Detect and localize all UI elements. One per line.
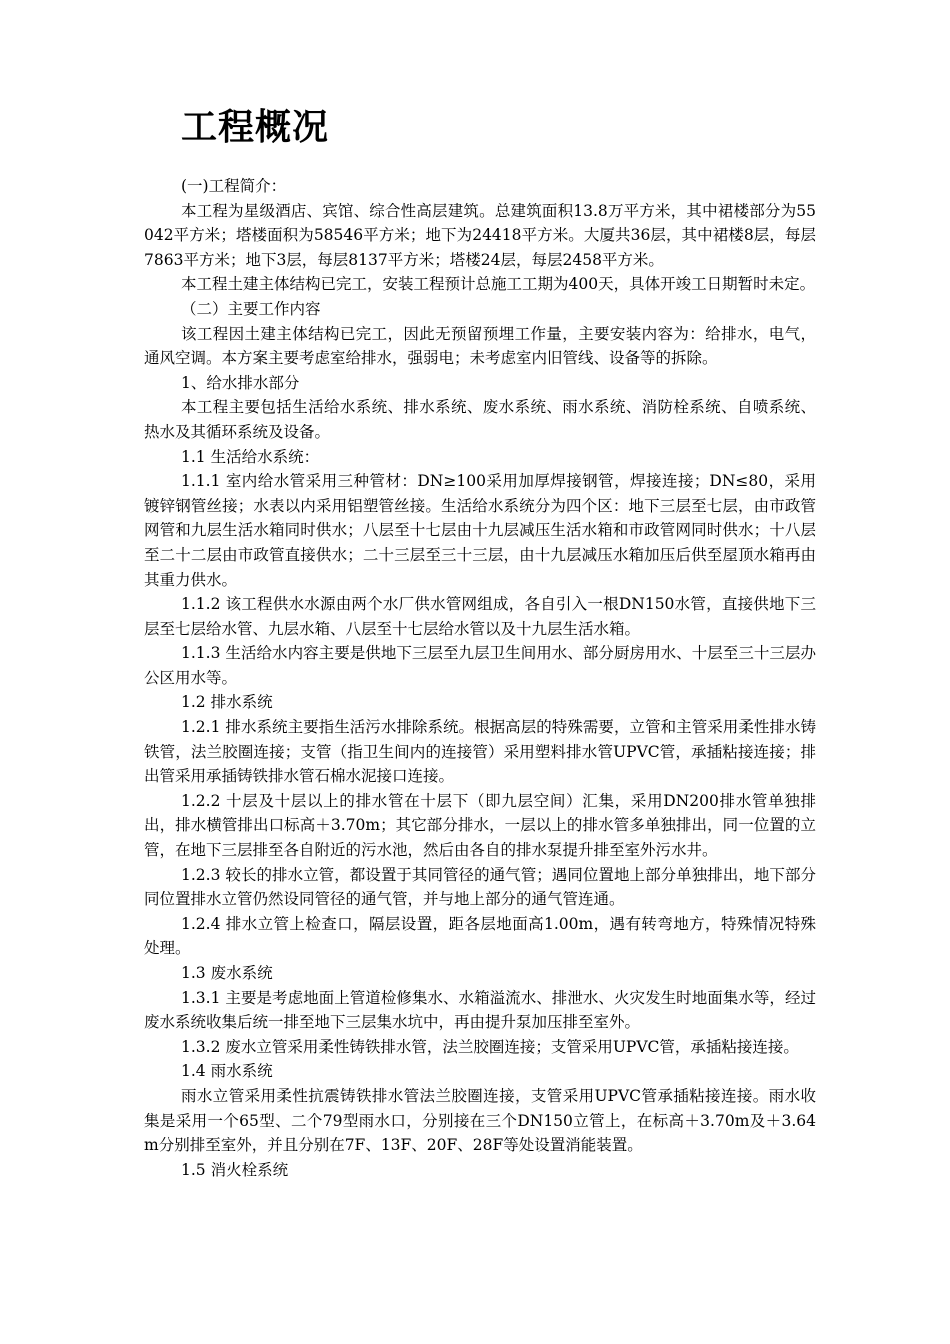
paragraph-building-area: 本工程为星级酒店、宾馆、综合性高层建筑。总建筑面积13.8万平方米，其中裙楼部分为55042平方米；塔楼面积为58546平方米；地下为24418平方米。大厦共36层，其中裙楼8层，每层7863平方米；地下3层，每层8137平方米；塔楼24层，每层2458平方米。 (144, 201, 816, 269)
subsection-heading-plumbing: 1、给水排水部分 (181, 373, 300, 392)
section-heading-intro: (一)工程简介： (181, 177, 287, 195)
paragraph-rainwater: 雨水立管采用柔性抗震铸铁排水管法兰胶圈连接，支管采用UPVC管承插粘接连接。雨水收集是采用一个65型、二个79型雨水口，分别接在三个DN150立管上，在标高＋3.70m及＋3.64m分别排至室外，并且分别在7F、13F、20F、28F等处设置消能装置。 (144, 1086, 816, 1155)
paragraph-schedule: 本工程土建主体结构已完工，安装工程预计总施工工期为400天，具体开竣工日期暂时未定。 (181, 275, 816, 294)
paragraph-1-1-2: 1.1.2 该工程供水水源由两个水厂供水管网组成，各自引入一根DN150水管，直接供地下三层至七层给水管、九层水箱、八层至十七层给水管以及十九层生活水箱。 (144, 595, 816, 638)
paragraph-1-3-2: 1.3.2 废水立管采用柔性铸铁排水管，法兰胶圈连接；支管采用UPVC管，承插粘接连接。 (181, 1037, 799, 1056)
paragraph-1-2-1: 1.2.1 排水系统主要指生活污水排除系统。根据高层的特殊需要，立管和主管采用柔性排水铸铁管，法兰胶圈连接；支管（指卫生间内的连接管）采用塑料排水管UPVC管，承插粘接连接；排出管采用承插铸铁排水管石棉水泥接口连接。 (144, 718, 816, 786)
paragraph-plumbing-systems: 本工程主要包括生活给水系统、排水系统、废水系统、雨水系统、消防栓系统、自喷系统、热水及其循环系统及设备。 (144, 398, 816, 441)
paragraph-1-3-1: 1.3.1 主要是考虑地面上管道检修集水、水箱溢流水、排泄水、火灾发生时地面集水等，经过废水系统收集后统一排至地下三层集水坑中，再由提升泵加压排至室外。 (144, 988, 816, 1032)
subsection-heading-1-3: 1.3 废水系统 (181, 964, 273, 982)
section-heading-main-work: （二）主要工作内容 (181, 299, 321, 318)
paragraph-1-1-3: 1.1.3 生活给水内容主要是供地下三层至九层卫生间用水、部分厨房用水、十层至三十三层办公区用水等。 (144, 644, 816, 687)
subsection-heading-1-4: 1.4 雨水系统 (181, 1062, 273, 1081)
subsection-heading-1-1: 1.1 生活给水系统： (181, 447, 320, 466)
paragraph-1-1-1: 1.1.1 室内给水管采用三种管材：DN≥100采用加厚焊接钢管，焊接连接；DN≤80，采用镀锌钢管丝接；水表以内采用铝塑管丝接。生活给水系统分为四个区：地下三层至七层，由市政管网管和九层生活水箱同时供水；八层至十七层由十九层减压生活水箱和市政管网同时供水；十八层至二十二层由市政管直接供水；二十三层至三十三层，由十九层减压水箱加压后供至屋顶水箱再由其重力供水。 (144, 472, 816, 589)
subsection-heading-1-2: 1.2 排水系统 (181, 693, 273, 712)
paragraph-work-scope: 该工程因土建主体结构已完工，因此无预留预埋工作量，主要安装内容为：给排水，电气，通风空调。本方案主要考虑室给排水，强弱电；未考虑室内旧管线、设备等的拆除。 (144, 324, 816, 368)
paragraph-1-2-2: 1.2.2 十层及十层以上的排水管在十层下（即九层空间）汇集，采用DN200排水管单独排出，排水横管排出口标高＋3.70m；其它部分排水，一层以上的排水管多单独排出，同一位置的立管，在地下三层排至各自附近的污水池，然后由各自的排水泵提升排至室外污水井。 (144, 791, 816, 860)
page-title: 工程概况 (181, 107, 330, 148)
subsection-heading-1-5: 1.5 消火栓系统 (181, 1160, 289, 1179)
paragraph-1-2-3: 1.2.3 较长的排水立管，都设置于其同管径的通气管；遇同位置地上部分单独排出，地下部分同位置排水立管仍然设同管径的通气管，并与地上部分的通气管连通。 (144, 865, 816, 909)
document-body (144, 174, 816, 1182)
paragraph-1-2-4: 1.2.4 排水立管上检查口，隔层设置，距各层地面高1.00m，遇有转弯地方，特殊情况特殊处理。 (144, 914, 816, 958)
